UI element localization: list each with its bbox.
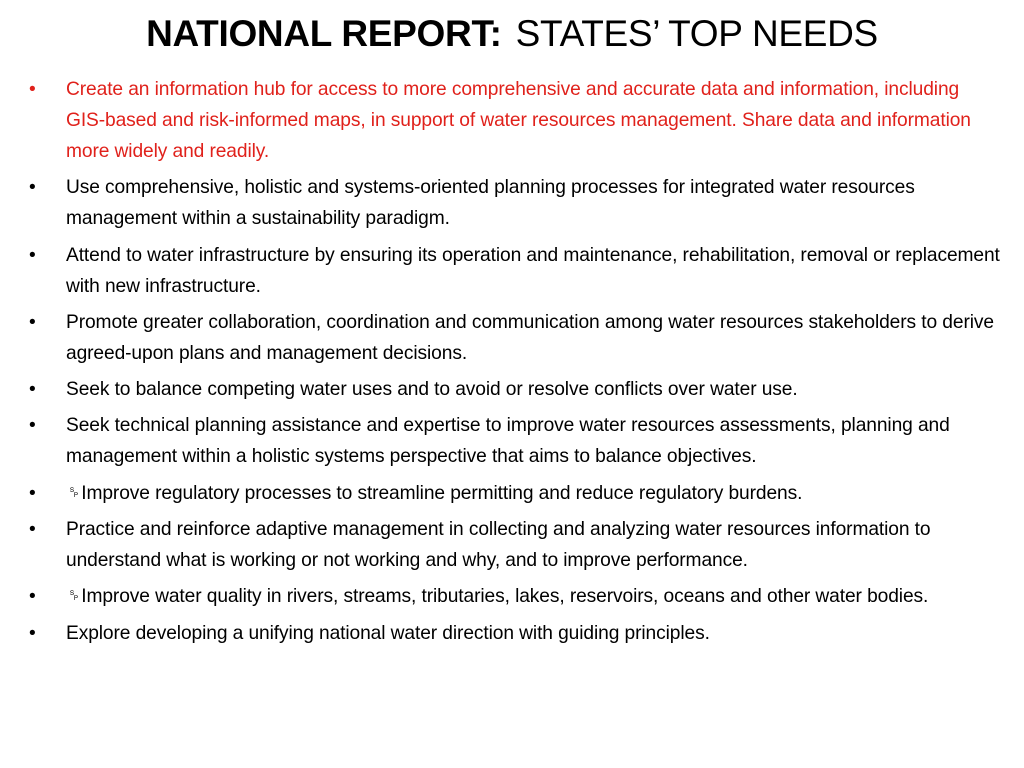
bullet-dot-icon: •: [29, 519, 36, 541]
bullet-dot-icon: •: [29, 622, 36, 644]
bullet-item: [0, 74, 1024, 167]
bullet-item: [0, 618, 1024, 649]
bullet-item: [0, 240, 1024, 302]
bullet-item: [0, 478, 1024, 509]
bullet-item: [0, 514, 1024, 576]
bullet-dot-icon: •: [29, 79, 36, 100]
bullet-text: Use comprehensive, holistic and systems-oriented planning processes for integrated water resources management within a sustainability paradigm.: [66, 177, 915, 230]
bullet-dot-icon: •: [29, 586, 36, 608]
bullet-text: Attend to water infrastructure by ensuring its operation and maintenance, rehabilitation, removal or replacement with new infrastructure.: [66, 244, 1000, 297]
bullet-text: ␠Improve regulatory processes to streamline permitting and reduce regulatory burdens.: [66, 482, 803, 504]
slide-title-rest: STATES’ TOP NEEDS: [515, 13, 878, 54]
bullet-text: Promote greater collaboration, coordination and communication among water resources stakeholders to derive agreed-upon plans and management decisions.: [66, 311, 994, 364]
bullet-text: Create an information hub for access to more comprehensive and accurate data and information, including GIS-based and risk-informed maps, in support of water resources management. Share data and information more widely and readily.: [66, 79, 971, 162]
bullet-item: [0, 307, 1024, 369]
bullet-item: [0, 172, 1024, 234]
bullet-dot-icon: •: [29, 379, 36, 401]
bullet-text: ␠Improve water quality in rivers, streams, tributaries, lakes, reservoirs, oceans and other water bodies.: [66, 586, 929, 608]
bullet-item: [0, 374, 1024, 405]
bullet-dot-icon: •: [29, 244, 36, 266]
bullet-dot-icon: •: [29, 482, 36, 504]
bullet-item: [0, 581, 1024, 612]
bullet-text: Seek technical planning assistance and expertise to improve water resources assessments, planning and management within a holistic systems perspective that aims to balance objectives.: [66, 415, 950, 468]
bullet-dot-icon: •: [29, 311, 36, 333]
bullet-item: [0, 410, 1024, 472]
bullet-text: Explore developing a unifying national water direction with guiding principles.: [66, 622, 710, 644]
slide-title: [0, 10, 1024, 58]
bullet-list: [0, 74, 1024, 654]
slide-title-bold: NATIONAL REPORT:: [146, 13, 502, 54]
bullet-dot-icon: •: [29, 177, 36, 199]
bullet-text: Practice and reinforce adaptive management in collecting and analyzing water resources information to understand what is working or not working and why, and to improve performance.: [66, 519, 931, 572]
bullet-dot-icon: •: [29, 415, 36, 437]
bullet-text: Seek to balance competing water uses and to avoid or resolve conflicts over water use.: [66, 379, 798, 401]
